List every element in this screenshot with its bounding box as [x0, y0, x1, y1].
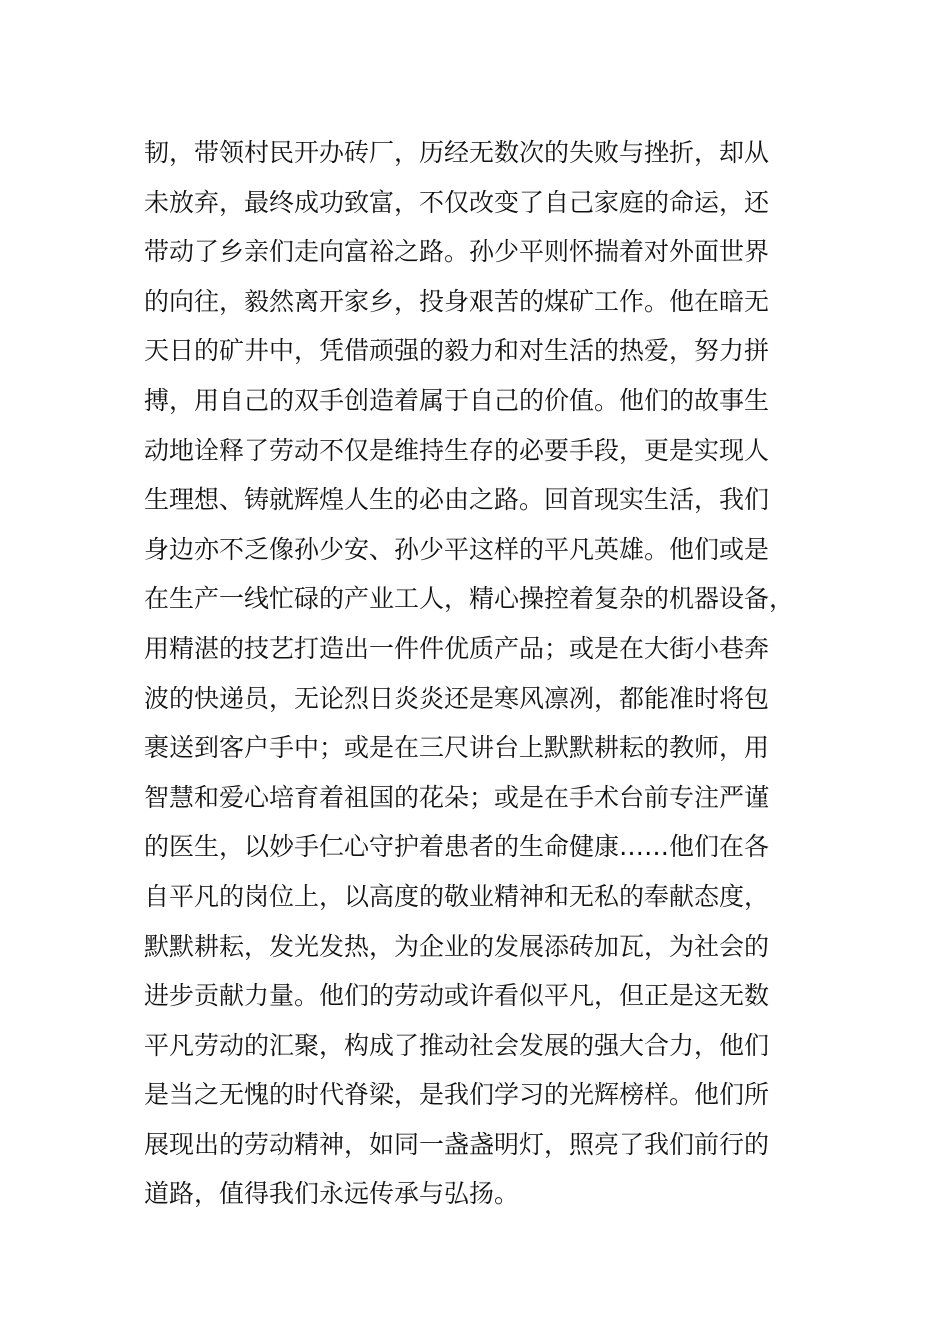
paragraph-line: 默默耕耘，发光发热，为企业的发展添砖加瓦，为社会的: [144, 931, 770, 961]
paragraph-line: 搏，用自己的双手创造着属于自己的价值。他们的故事生: [144, 385, 770, 415]
paragraph-line: 智慧和爱心培育着祖国的花朵；或是在手术台前专注严谨: [144, 782, 770, 812]
paragraph-line: 进步贡献力量。他们的劳动或许看似平凡，但正是这无数: [144, 981, 770, 1011]
body-paragraph: [144, 128, 824, 1219]
paragraph-line: 道路，值得我们永远传承与弘扬。: [144, 1179, 520, 1209]
paragraph-line: 生理想、铸就辉煌人生的必由之路。回首现实生活，我们: [144, 485, 770, 515]
paragraph-line: 动地诠释了劳动不仅是维持生存的必要手段，更是实现人: [144, 435, 770, 465]
paragraph-line: 用精湛的技艺打造出一件件优质产品；或是在大街小巷奔: [144, 633, 770, 663]
paragraph-line: 自平凡的岗位上，以高度的敬业精神和无私的奉献态度，: [144, 881, 770, 911]
paragraph-line: 在生产一线忙碌的产业工人，精心操控着复杂的机器设备，: [144, 584, 795, 614]
paragraph-line: 的向往，毅然离开家乡，投身艰苦的煤矿工作。他在暗无: [144, 286, 770, 316]
paragraph-line: 带动了乡亲们走向富裕之路。孙少平则怀揣着对外面世界: [144, 237, 770, 267]
paragraph-line: 波的快递员，无论烈日炎炎还是寒风凛冽，都能准时将包: [144, 683, 770, 713]
paragraph-line: 韧，带领村民开办砖厂，历经无数次的失败与挫折，却从: [144, 138, 770, 167]
paragraph-line: 是当之无愧的时代脊梁，是我们学习的光辉榜样。他们所: [144, 1080, 770, 1110]
paragraph-line: 裹送到客户手中；或是在三尺讲台上默默耕耘的教师，用: [144, 733, 770, 763]
paragraph-line: 身边亦不乏像孙少安、孙少平这样的平凡英雄。他们或是: [144, 534, 770, 564]
paragraph-line: 天日的矿井中，凭借顽强的毅力和对生活的热爱，努力拼: [144, 336, 770, 366]
paragraph-line: 展现出的劳动精神，如同一盏盏明灯，照亮了我们前行的: [144, 1129, 770, 1159]
paragraph-line: 未放弃，最终成功致富，不仅改变了自己家庭的命运，还: [144, 187, 770, 217]
paragraph-line: 平凡劳动的汇聚，构成了推动社会发展的强大合力，他们: [144, 1030, 770, 1060]
paragraph-line: 的医生，以妙手仁心守护着患者的生命健康……他们在各: [144, 832, 770, 862]
